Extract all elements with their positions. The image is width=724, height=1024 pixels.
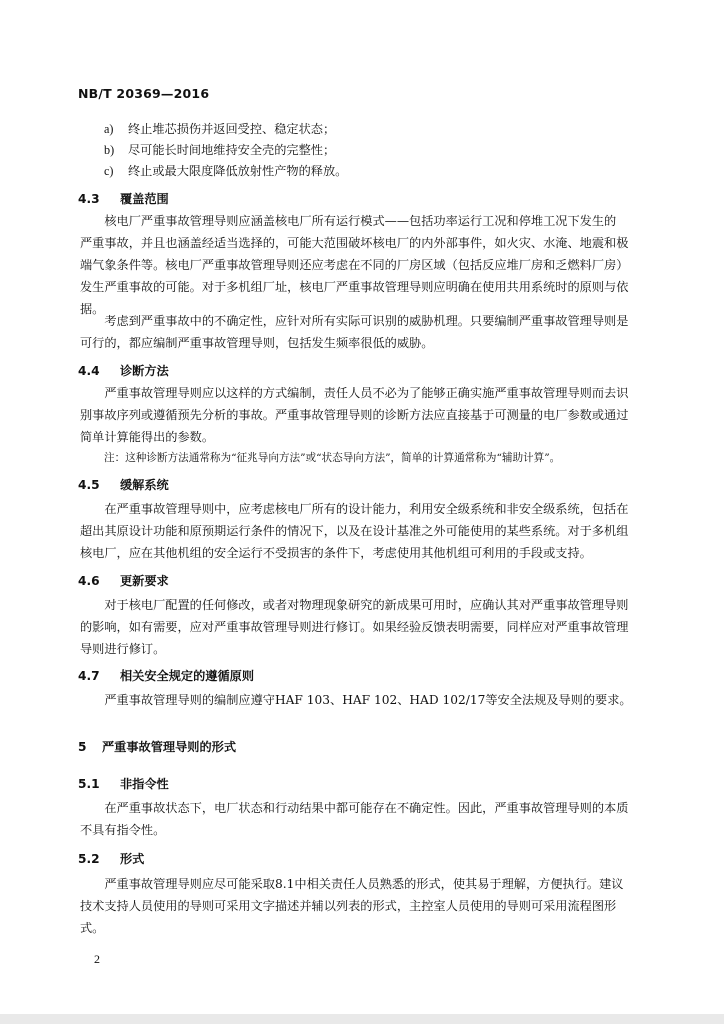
text-line: 导则进行修订。 — [80, 642, 166, 656]
list-tag: a) — [104, 122, 114, 136]
section-heading-5-2 — [78, 850, 144, 867]
text-line: 严重事故，并且也涵盖经适当选择的，可能大范围破坏核电厂的内外部事件，如火灾、水淹、地震和极 — [80, 236, 629, 250]
section-number: 4.3 — [78, 192, 100, 206]
paragraph-4-5-1 — [80, 498, 654, 564]
list-tag: b) — [104, 143, 115, 157]
text-line: 在严重事故管理导则中，应考虑核电厂所有的设计能力，利用安全级系统和非安全级系统，包括在 — [80, 502, 629, 516]
section-heading-4-6 — [78, 572, 169, 589]
text-line: 严重事故管理导则应尽可能采取8.1中相关责任人员熟悉的形式，使其易于理解，方便执行。建议 — [80, 877, 624, 891]
text-line: 严重事故管理导则应以这样的方式编制，责任人员不必为了能够正确实施严重事故管理导则而去识 — [80, 386, 629, 400]
text-line: 核电厂严重事故管理导则应涵盖核电厂所有运行模式——包括功率运行工况和停堆工况下发生的 — [80, 214, 617, 228]
text-line: 可行的，都应编制严重事故管理导则，包括发生频率很低的威胁。 — [80, 336, 434, 350]
section-heading-4-4 — [78, 362, 169, 379]
list-text: 尽可能长时间地维持安全壳的完整性； — [128, 143, 336, 157]
paragraph-4-4-1 — [80, 382, 654, 448]
section-number: 5.1 — [78, 777, 100, 791]
list-item-c — [104, 162, 347, 179]
paragraph-5-2-1 — [80, 873, 654, 939]
text-line: 严重事故管理导则的编制应遵守HAF 103、HAF 102、HAD 102/17等安全法规及导则的要求。 — [80, 693, 632, 707]
text-line: 核电厂，应在其他机组的安全运行不受损害的条件下，考虑使用其他机组可利用的手段或支持。 — [80, 546, 592, 560]
section-title: 更新要求 — [120, 574, 169, 588]
paragraph-5-1-1 — [80, 797, 654, 841]
section-heading-4-3 — [78, 190, 169, 207]
text-line: 的影响，如有需要，应对严重事故管理导则进行修订。如果经验反馈表明需要，同样应对严重事故管理 — [80, 620, 629, 634]
section-heading-5-1 — [78, 775, 169, 792]
text-line: 不具有指令性。 — [80, 823, 166, 837]
paragraph-4-3-1 — [80, 210, 654, 320]
section-title: 形式 — [120, 852, 145, 866]
text-line: 考虑到严重事故中的不确定性，应针对所有实际可识别的威胁机理。只要编制严重事故管理导则是 — [80, 314, 629, 328]
list-tag: c) — [104, 164, 114, 178]
text-line: 对于核电厂配置的任何修改，或者对物理现象研究的新成果可用时，应确认其对严重事故管理导则 — [80, 598, 629, 612]
section-number: 4.6 — [78, 574, 100, 588]
text-line: 发生严重事故的可能。对于多机组厂址，核电厂严重事故管理导则应明确在使用共用系统时的原则与依 — [80, 280, 629, 294]
section-title: 非指令性 — [120, 777, 169, 791]
paragraph-4-7-1 — [80, 689, 654, 711]
chapter-number: 5 — [78, 740, 87, 754]
chapter-title: 严重事故管理导则的形式 — [102, 740, 237, 754]
text-line: 简单计算能得出的参数。 — [80, 430, 215, 444]
text-line: 技术支持人员使用的导则可采用文字描述并辅以列表的形式，主控室人员使用的导则可采用流程图形 — [80, 899, 617, 913]
section-number: 4.4 — [78, 364, 100, 378]
list-item-b — [104, 141, 335, 158]
note-text: 注：这种诊断方法通常称为“征兆导向方法”或“状态导向方法”，简单的计算通常称为“辅助计算”。 — [104, 452, 561, 464]
text-line: 别事故序列或遵循预先分析的事故。严重事故管理导则的诊断方法应直接基于可测量的电厂参数或通过 — [80, 408, 629, 422]
paragraph-4-6-1 — [80, 594, 654, 660]
text-line: 据。 — [80, 302, 105, 316]
section-number: 4.7 — [78, 669, 100, 683]
chapter-heading-5 — [78, 738, 236, 755]
paragraph-4-3-2 — [80, 310, 654, 354]
text-line: 端气象条件等。核电厂严重事故管理导则还应考虑在不同的厂房区域（包括反应堆厂房和乏燃料厂房） — [80, 258, 629, 272]
section-number: 4.5 — [78, 478, 100, 492]
section-number: 5.2 — [78, 852, 100, 866]
section-title: 诊断方法 — [120, 364, 169, 378]
text-line: 式。 — [80, 921, 105, 935]
section-title: 覆盖范围 — [120, 192, 169, 206]
list-text: 终止堆芯损伤并返回受控、稳定状态； — [128, 122, 336, 136]
text-line: 在严重事故状态下，电厂状态和行动结果中都可能存在不确定性。因此，严重事故管理导则的本质 — [80, 801, 629, 815]
text-line: 超出其原设计功能和原预期运行条件的情况下，以及在设计基准之外可能使用的某些系统。对于多机组 — [80, 524, 629, 538]
section-heading-4-5 — [78, 476, 169, 493]
scan-bottom-edge — [0, 1014, 724, 1024]
page-number: 2 — [94, 952, 100, 966]
section-title: 缓解系统 — [120, 478, 169, 492]
list-text: 终止或最大限度降低放射性产物的释放。 — [128, 164, 348, 178]
standard-number-header: NB/T 20369—2016 — [78, 86, 210, 101]
list-item-a — [104, 120, 335, 137]
section-heading-4-7 — [78, 667, 254, 684]
section-title: 相关安全规定的遵循原则 — [120, 669, 255, 683]
